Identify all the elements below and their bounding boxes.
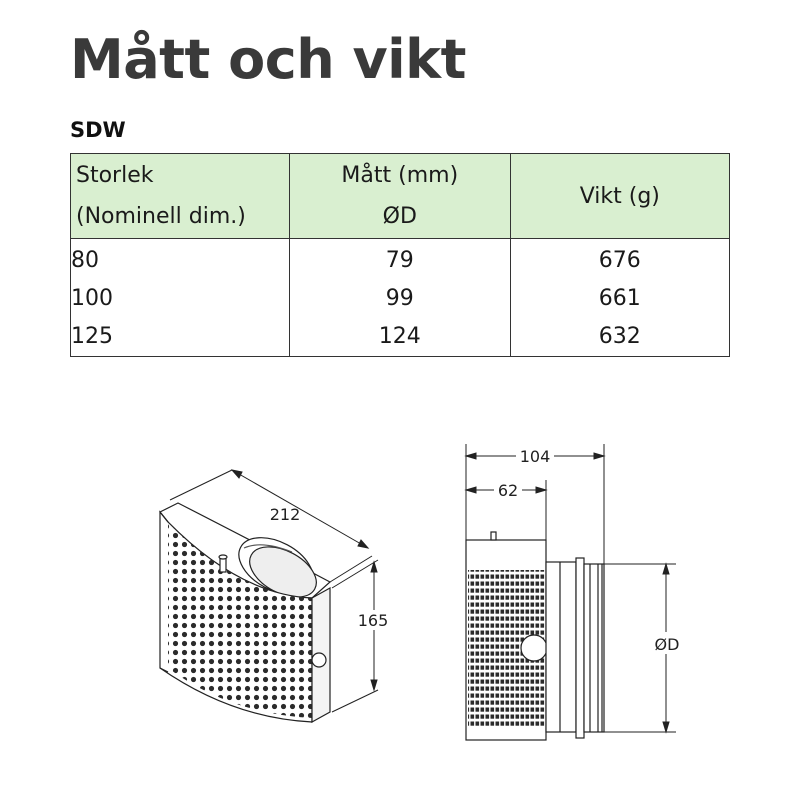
product-subtitle: SDW — [70, 118, 126, 142]
dim-body-depth-label: 62 — [497, 481, 519, 500]
cell-matt: 99 — [290, 280, 511, 318]
header-vikt: Vikt (g) — [510, 154, 729, 239]
dim-overall-depth-label: 104 — [519, 447, 551, 466]
isometric-view — [150, 500, 330, 740]
header-matt-line2: ØD — [382, 204, 417, 229]
header-storlek-line1: Storlek — [76, 163, 154, 188]
dim-diameter-label: ØD — [654, 635, 680, 654]
cell-vikt: 676 — [510, 239, 729, 281]
cell-vikt: 632 — [510, 318, 729, 357]
cell-matt: 79 — [290, 239, 511, 281]
cell-storlek: 80 — [71, 239, 290, 281]
cell-storlek: 125 — [71, 318, 290, 357]
dim-width-label: 212 — [269, 505, 301, 524]
header-matt-line1: Mått (mm) — [341, 163, 459, 188]
cell-storlek: 100 — [71, 280, 290, 318]
cell-matt: 124 — [290, 318, 511, 357]
cell-vikt: 661 — [510, 280, 729, 318]
dim-height-label: 165 — [357, 611, 389, 630]
header-storlek-line2: (Nominell dim.) — [76, 204, 246, 229]
dim-height — [332, 560, 378, 712]
page-title: Mått och vikt — [70, 28, 466, 91]
side-view — [466, 532, 604, 740]
